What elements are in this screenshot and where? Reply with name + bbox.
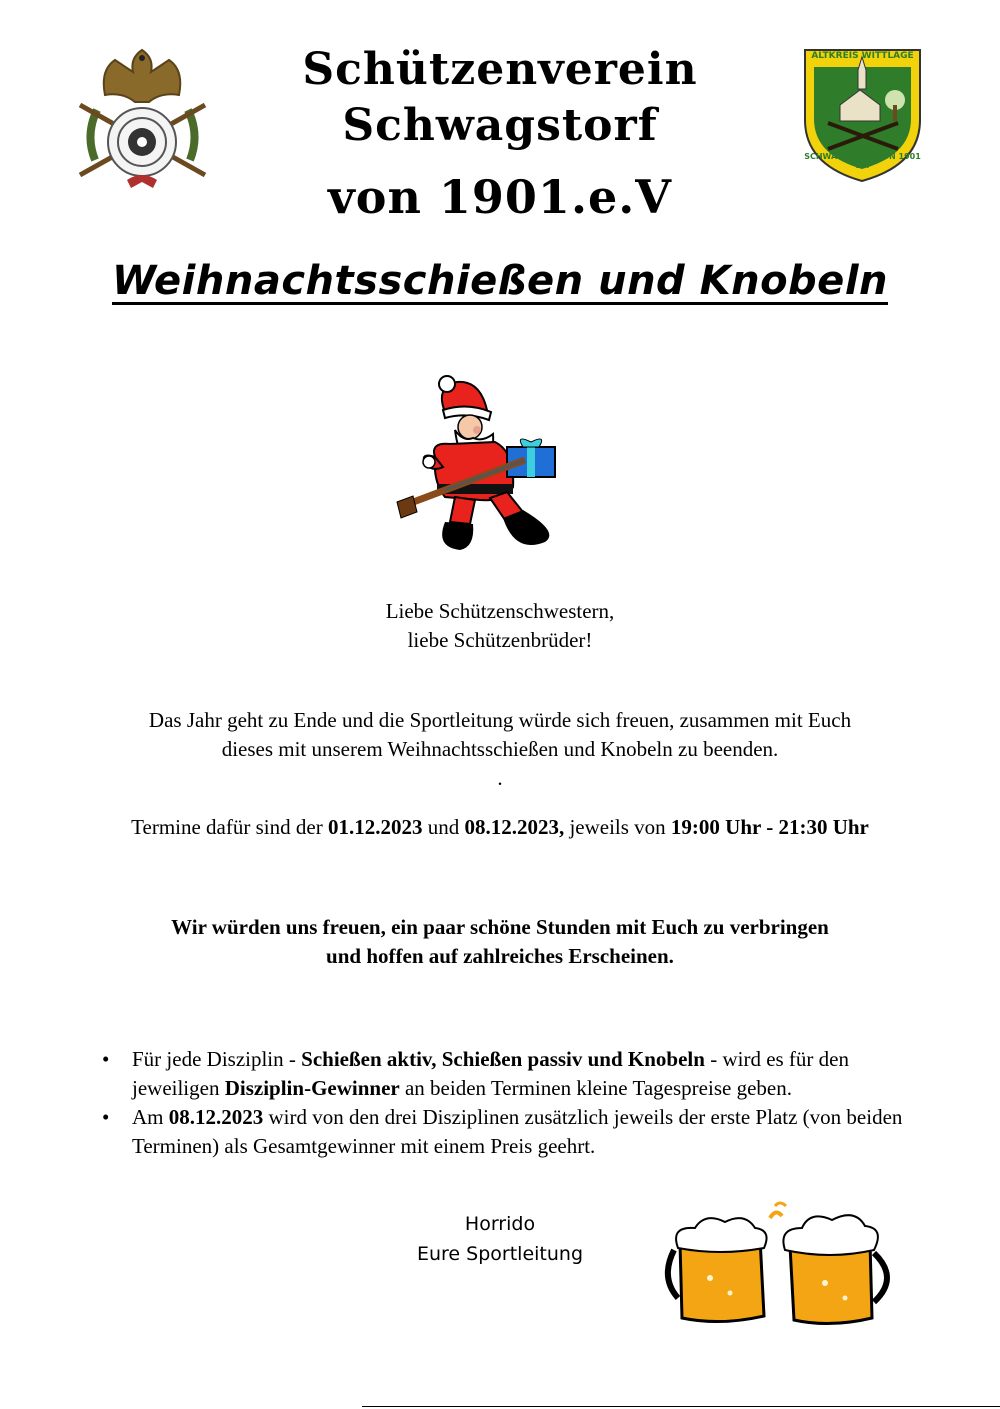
bullet-icon: • xyxy=(102,1047,110,1071)
beer-mugs-icon xyxy=(660,1198,910,1333)
club-name-line1: Schützenverein Schwagstorf xyxy=(302,44,698,151)
signature-line2: Eure Sportleitung xyxy=(416,1243,584,1265)
list-item xyxy=(90,1103,920,1161)
date-1: 01.12.2023 xyxy=(327,815,423,839)
greeting-line2: liebe Schützenbrüder! xyxy=(407,628,593,652)
bullet-icon: • xyxy=(102,1105,110,1129)
dates-prefix: Termine dafür sind der xyxy=(131,815,328,839)
invitation xyxy=(0,913,1000,971)
intro-paragraph xyxy=(0,706,1000,793)
page-title-text: Weihnachtsschießen und Knobeln xyxy=(111,258,888,304)
invitation-line2: und hoffen auf zahlreiches Erscheinen. xyxy=(326,944,674,968)
santa-with-rifle-icon xyxy=(395,372,590,557)
greeting-line1: Liebe Schützenschwestern, xyxy=(385,599,615,623)
intro-dot: . xyxy=(497,766,503,790)
badge-top-text: ALTKREIS WITTLAGE xyxy=(811,51,914,61)
signature-line1: Horrido xyxy=(464,1213,536,1235)
list-text: Für jede Disziplin - xyxy=(132,1047,302,1071)
date-2: 08.12.2023, xyxy=(464,815,565,839)
list-text: an beiden Terminen kleine Tagespreise geben. xyxy=(399,1076,792,1100)
intro-line2: dieses mit unserem Weihnachtsschießen und Knobeln zu beenden. xyxy=(221,737,779,761)
eagle-target-emblem-icon xyxy=(75,40,210,190)
list-item xyxy=(90,1045,920,1103)
page-title xyxy=(0,258,1000,304)
list-text-bold: Disziplin-Gewinner xyxy=(224,1076,400,1100)
list-text-bold: Schießen aktiv, Schießen passiv und Knobeln xyxy=(301,1047,705,1071)
dates-middle: jeweils von xyxy=(564,815,671,839)
rules-list xyxy=(90,1045,920,1161)
invitation-line1: Wir würden uns freuen, ein paar schöne Stunden mit Euch zu verbringen xyxy=(171,915,829,939)
list-text-bold: 08.12.2023 xyxy=(168,1105,264,1129)
list-text: - wird es für den jeweiligen xyxy=(132,1047,849,1100)
badge-arc-text: SCHWAGSTORF VON 1901 EV. xyxy=(804,152,921,170)
dates-line xyxy=(0,813,1000,842)
dates-and: und xyxy=(422,815,465,839)
list-text: Am xyxy=(132,1105,169,1129)
greeting xyxy=(0,597,1000,655)
time-range: 19:00 Uhr - 21:30 Uhr xyxy=(670,815,869,839)
bottom-rule xyxy=(362,1406,1000,1407)
signature xyxy=(330,1209,670,1269)
club-name-line2: von 1901.e.V xyxy=(328,170,672,224)
club-name xyxy=(205,42,795,228)
list-text: wird von den drei Disziplinen zusätzlich jeweils der erste Platz (von beiden Terminen) als Gesamtgewinner mit einem Preis geehrt. xyxy=(132,1105,903,1158)
intro-line1: Das Jahr geht zu Ende und die Sportleitung würde sich freuen, zusammen mit Euch xyxy=(148,708,852,732)
